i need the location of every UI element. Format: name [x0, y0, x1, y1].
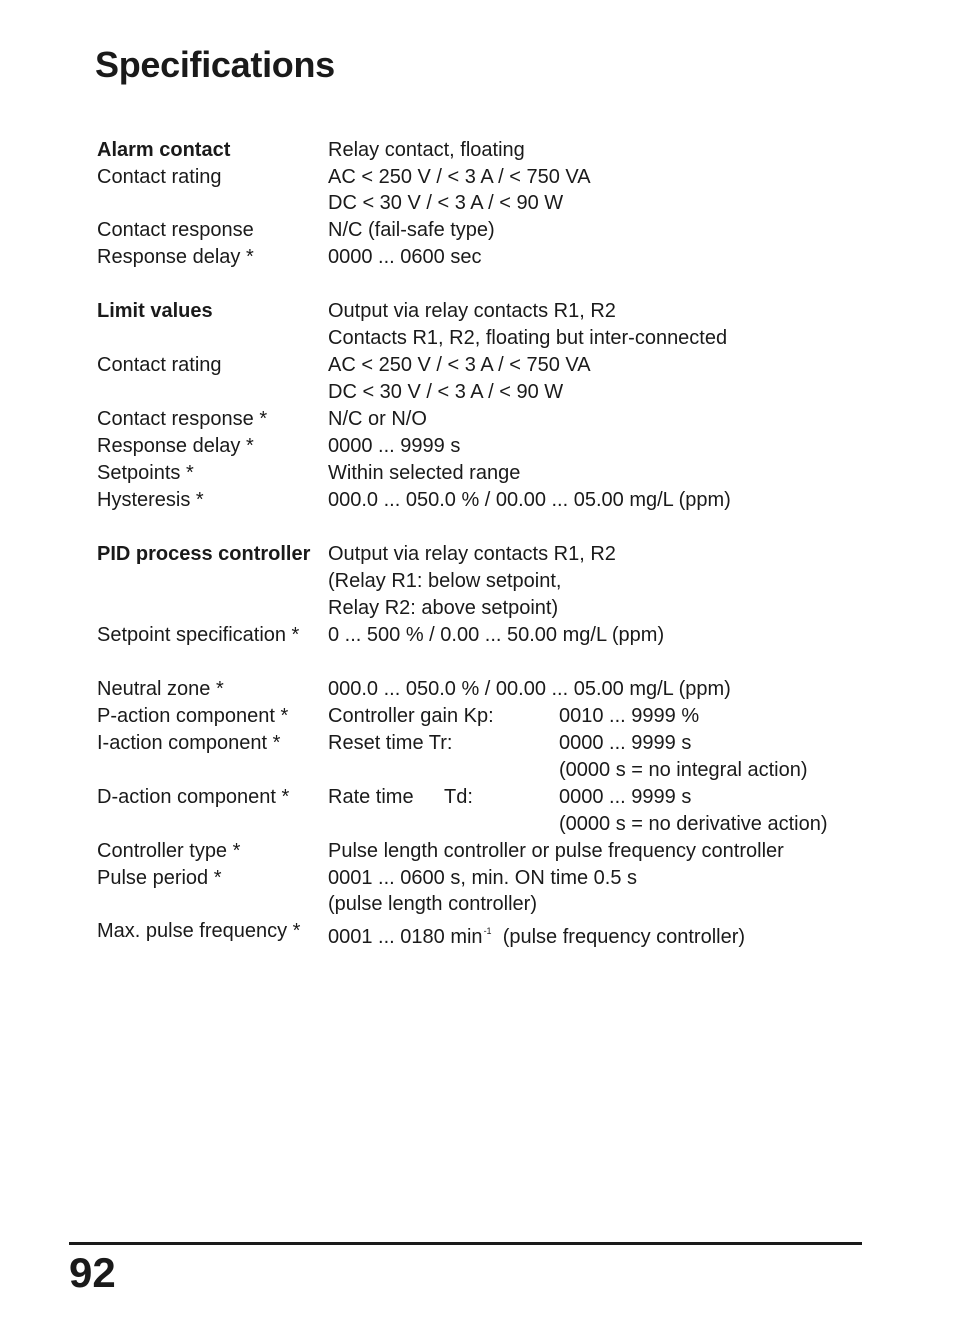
spec-row-contact-rating-cont [97, 190, 877, 217]
spec-row-hysteresis [97, 487, 877, 514]
spec-param: Reset time Tr: [328, 732, 453, 754]
section-spacer [97, 649, 877, 676]
spec-value: (pulse length controller) [328, 893, 537, 915]
spec-value: N/C or N/O [328, 408, 427, 430]
spec-row-contact-rating [97, 352, 877, 379]
spec-row-p-action [97, 703, 877, 730]
section-heading-pid: PID process controller [97, 543, 311, 565]
spec-label: D-action component * [97, 786, 290, 808]
spec-value: DC < 30 V / < 3 A / < 90 W [328, 192, 564, 214]
spec-label: Max. pulse frequency * [97, 920, 301, 942]
superscript-exponent: -1 [483, 926, 492, 936]
spec-row-max-pulse-frequency [97, 918, 877, 948]
spec-value: Within selected range [328, 462, 521, 484]
spec-row-contact-rating [97, 164, 877, 190]
section-heading-limits: Limit values [97, 300, 213, 322]
spec-value: 0000 ... 0600 sec [328, 246, 482, 268]
spec-value: AC < 250 V / < 3 A / < 750 VA [328, 354, 591, 376]
spec-label: P-action component * [97, 705, 289, 727]
spec-row-response-delay [97, 433, 877, 460]
section-spacer [97, 514, 877, 541]
spec-label: Response delay * [97, 435, 254, 457]
spec-row-contact-response [97, 406, 877, 433]
spec-label: Contact rating [97, 166, 222, 188]
spec-row-i-action-cont [97, 757, 877, 784]
spec-row-neutral-zone [97, 676, 877, 703]
spec-value: 0 ... 500 % / 0.00 ... 50.00 mg/L (ppm) [328, 624, 665, 646]
spec-value: Relay R2: above setpoint) [328, 597, 559, 619]
spec-value: 0000 ... 9999 s [559, 732, 692, 754]
spec-label: Contact response [97, 219, 254, 241]
specifications-table [97, 137, 877, 948]
spec-value: N/C (fail-safe type) [328, 219, 495, 241]
page-number: 92 [69, 1249, 116, 1296]
spec-label: Contact response * [97, 408, 268, 430]
spec-label: Pulse period * [97, 867, 222, 889]
spec-row-limit-values-cont [97, 325, 877, 352]
spec-value: 0010 ... 9999 % [559, 705, 700, 727]
section-spacer [97, 271, 877, 298]
spec-row-setpoints [97, 460, 877, 487]
spec-row-d-action-cont [97, 811, 877, 838]
spec-row-setpoint-spec [97, 622, 877, 649]
footer-rule [69, 1242, 862, 1245]
spec-row-controller-type [97, 838, 877, 865]
spec-value: (Relay R1: below setpoint, [328, 570, 562, 592]
spec-value: Contacts R1, R2, floating but inter-connected [328, 327, 728, 349]
spec-value: Pulse length controller or pulse frequency controller [328, 840, 784, 862]
spec-value: 0001 ... 0600 s, min. ON time 0.5 s [328, 867, 638, 889]
spec-value: (0000 s = no integral action) [559, 759, 808, 781]
spec-value: 000.0 ... 050.0 % / 00.00 ... 05.00 mg/L (ppm) [328, 489, 731, 511]
spec-value: DC < 30 V / < 3 A / < 90 W [328, 381, 564, 403]
spec-param: Rate time [328, 786, 414, 808]
section-heading-alarm: Alarm contact [97, 139, 231, 161]
page-title: Specifications [95, 44, 335, 85]
spec-value-group [328, 918, 745, 951]
spec-row-pid-cont [97, 568, 877, 595]
spec-value: 0001 ... 0180 min [328, 926, 483, 948]
spec-value: 0000 ... 9999 s [559, 786, 692, 808]
spec-label: Controller type * [97, 840, 241, 862]
spec-row-pulse-period [97, 865, 877, 891]
spec-label: Hysteresis * [97, 489, 204, 511]
spec-row-pulse-period-cont [97, 891, 877, 918]
spec-note: (pulse frequency controller) [502, 926, 746, 948]
spec-value: Output via relay contacts R1, R2 [328, 543, 616, 565]
spec-row-contact-rating-cont [97, 379, 877, 406]
spec-label: Contact rating [97, 354, 222, 376]
spec-row-i-action [97, 730, 877, 757]
spec-value: 000.0 ... 050.0 % / 00.00 ... 05.00 mg/L (ppm) [328, 678, 731, 700]
spec-value: Relay contact, floating [328, 139, 525, 161]
spec-row-pid-cont [97, 595, 877, 622]
spec-label: Neutral zone * [97, 678, 224, 700]
spec-row-limit-values [97, 298, 877, 325]
spec-value: 0000 ... 9999 s [328, 435, 461, 457]
spec-label: Setpoint specification * [97, 624, 300, 646]
spec-label: Response delay * [97, 246, 254, 268]
spec-param: Controller gain Kp: [328, 705, 494, 727]
spec-row-alarm-contact [97, 137, 877, 164]
spec-value: (0000 s = no derivative action) [559, 813, 828, 835]
spec-value: Output via relay contacts R1, R2 [328, 300, 616, 322]
spec-row-response-delay [97, 244, 877, 271]
spec-row-pid [97, 541, 877, 568]
spec-row-contact-response [97, 217, 877, 244]
spec-row-d-action [97, 784, 877, 811]
spec-value: AC < 250 V / < 3 A / < 750 VA [328, 166, 591, 188]
spec-label: I-action component * [97, 732, 281, 754]
spec-param-symbol: Td: [444, 786, 473, 808]
spec-label: Setpoints * [97, 462, 194, 484]
